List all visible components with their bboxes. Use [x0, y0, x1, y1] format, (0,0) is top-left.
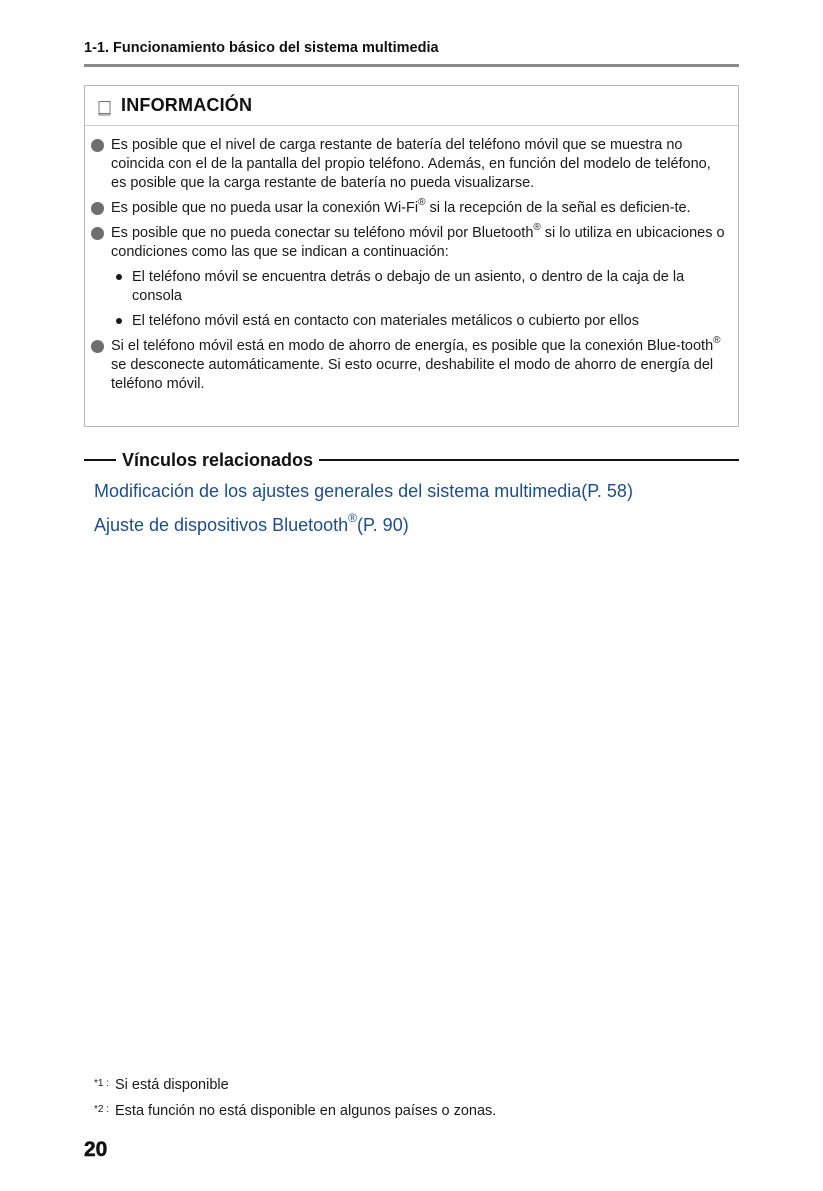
book-icon: [97, 100, 113, 116]
footnote-mark: *2 :: [94, 1104, 110, 1115]
bullet-icon: [91, 227, 104, 240]
information-body: [85, 126, 738, 394]
footnote: [94, 1103, 496, 1119]
registered-mark: ®: [533, 222, 541, 234]
bullet-icon: [91, 202, 104, 215]
info-subitem: [91, 268, 730, 306]
footnote-text: Si está disponible: [115, 1077, 229, 1093]
divider: [319, 459, 739, 461]
footnote-mark: *1 :: [94, 1078, 110, 1089]
bullet-icon: [91, 139, 104, 152]
divider: [84, 459, 116, 461]
info-item: [91, 199, 730, 218]
small-bullet-icon: [116, 274, 122, 280]
footnote: [94, 1077, 229, 1093]
info-subitem: [91, 312, 730, 331]
info-subitem-text: El teléfono móvil está en contacto con materiales metálicos o cubierto por ellos: [132, 313, 639, 329]
information-title: INFORMACIÓN: [121, 95, 253, 115]
info-item: [91, 337, 730, 394]
info-item-text: Es posible que no pueda usar la conexión Wi-Fi: [111, 200, 419, 216]
info-item: [91, 136, 730, 193]
registered-mark: ®: [713, 335, 721, 347]
info-item: [91, 224, 730, 331]
info-item-text: Es posible que el nivel de carga restante de batería del teléfono móvil que se muestra no coincida con el de la pantalla del propio teléfono. Además, en función del modelo de teléfono, es posible que la carga restante de batería no pueda visualizarse.: [111, 137, 711, 191]
related-links-heading: [84, 448, 739, 472]
header-rule: [84, 64, 739, 67]
link-text[interactable]: (P. 90): [357, 515, 409, 535]
related-links-title: Vínculos relacionados: [122, 449, 314, 470]
link-text[interactable]: Ajuste de dispositivos Bluetooth: [94, 515, 349, 535]
information-header: [85, 86, 738, 126]
info-item-text: se desconecte automáticamente. Si esto ocurre, deshabilite el modo de ahorro de energía del teléfono móvil.: [111, 357, 714, 392]
registered-mark: ®: [418, 197, 426, 209]
info-subitem-text: El teléfono móvil se encuentra detrás o debajo de un asiento, o dentro de la caja de la consola: [132, 269, 685, 304]
info-item-text: si la recepción de la señal es deficien-te.: [425, 200, 691, 216]
info-item-text: si lo utiliza en ubicaciones o condiciones como las que se indican a continuación:: [111, 225, 725, 260]
registered-mark: ®: [348, 511, 357, 525]
info-item-text: Si el teléfono móvil está en modo de ahorro de energía, es posible que la conexión Blue-tooth: [111, 338, 714, 354]
info-item-text: Es posible que no pueda conectar su teléfono móvil por Bluetooth: [111, 225, 534, 241]
link-bluetooth-devices[interactable]: [94, 511, 409, 536]
footnote-text: Esta función no está disponible en algunos países o zonas.: [115, 1103, 497, 1119]
information-box: [84, 85, 739, 427]
section-header: 1-1. Funcionamiento básico del sistema multimedia: [84, 40, 439, 56]
page-number: 20: [84, 1138, 108, 1161]
bullet-icon: [91, 340, 104, 353]
link-general-settings[interactable]: Modificación de los ajustes generales del sistema multimedia(P. 58): [94, 481, 633, 501]
small-bullet-icon: [116, 318, 122, 324]
